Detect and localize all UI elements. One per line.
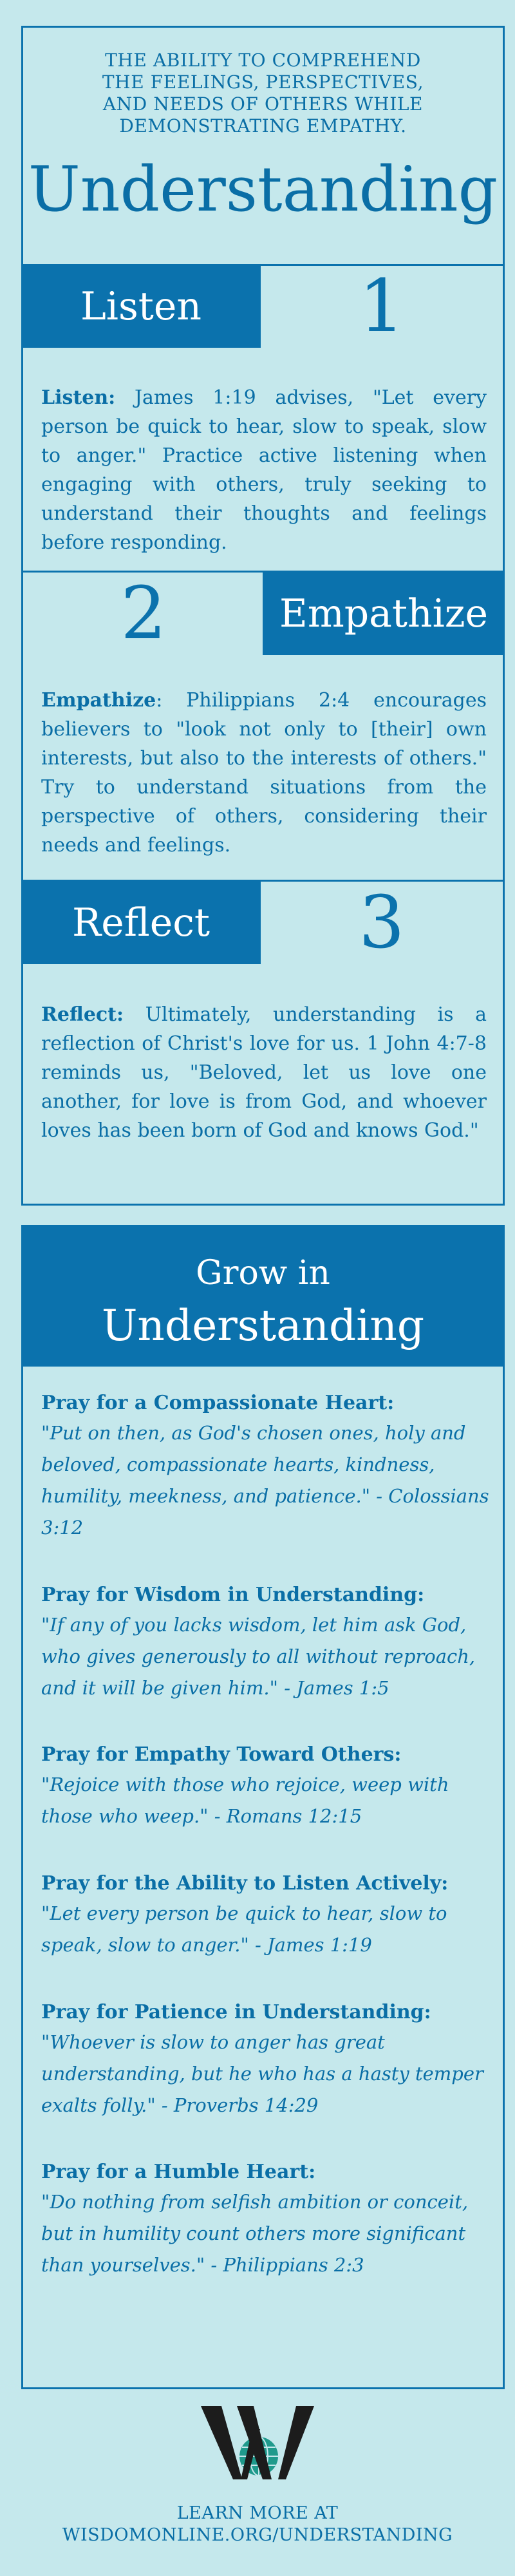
learn-more-link[interactable]: WISDOMONLINE.ORG/UNDERSTANDING <box>62 2525 453 2545</box>
prayer-item <box>41 1581 492 1704</box>
prayer-item <box>41 1741 492 1832</box>
prayer-title: Pray for Patience in Understanding: <box>41 2001 431 2023</box>
prayer-title: Pray for Wisdom in Understanding: <box>41 1584 425 1606</box>
prayer-item <box>41 2158 492 2281</box>
grow-header <box>23 1227 503 1367</box>
prayer-title: Pray for the Ability to Listen Actively: <box>41 1872 449 1895</box>
grow-in-understanding-panel <box>21 1225 505 2389</box>
prayer-item <box>41 1389 492 1544</box>
step-1-term: Listen: <box>41 386 116 409</box>
prayer-verse: "Whoever is slow to anger has great understanding, but he who has a hasty temper exalts folly." - Proverbs 14:29 <box>41 2031 483 2116</box>
prayer-title: Pray for a Compassionate Heart: <box>41 1392 395 1414</box>
step-2-paragraph <box>41 686 487 860</box>
step-2-term: Empathize <box>41 689 156 712</box>
step-3-text: Ultimately, understanding is a reflection of Christ's love for us. 1 John 4:7-8 reminds us, "Beloved, let us love one another, for love is from God, and whoever loves has been born of God and knows God." <box>41 1003 487 1142</box>
learn-more-footer <box>0 2503 515 2546</box>
prayer-item <box>41 1998 492 2121</box>
prayer-verse: "If any of you lacks wisdom, let him ask God, who gives generously to all without reproach, and it will be given him." - James 1:5 <box>41 1614 476 1699</box>
prayer-title: Pray for a Humble Heart: <box>41 2161 316 2183</box>
step-2-label-band: Empathize <box>263 573 505 655</box>
step-2-number: 2 <box>120 572 167 656</box>
subtitle-line: DEMONSTRATING EMPATHY. <box>119 115 407 137</box>
prayer-verse: "Do nothing from selfish ambition or conceit, but in humility count others more significant than yourselves." - Philippians 2:3 <box>41 2191 469 2276</box>
subtitle-line: THE ABILITY TO COMPREHEND <box>105 50 421 71</box>
prayer-item <box>41 1870 492 1961</box>
prayer-verse: "Let every person be quick to hear, slow to speak, slow to anger." - James 1:19 <box>41 1902 447 1956</box>
step-3-paragraph <box>41 1000 487 1145</box>
definition-subtitle <box>23 50 503 137</box>
page-title: Understanding <box>28 153 498 225</box>
step-1-text: James 1:19 advises, "Let every person be quick to hear, slow to speak, slow to anger." Practice active listening when engaging with others, truly seeking to understand their thoughts and feelings before responding. <box>41 386 487 554</box>
understanding-panel <box>21 26 505 1206</box>
prayer-verse: "Put on then, as God's chosen ones, holy and beloved, compassionate hearts, kindness, humility, meekness, and patience." - Colossians 3:12 <box>41 1422 489 1539</box>
prayer-title: Pray for Empathy Toward Others: <box>41 1743 402 1766</box>
step-3-term: Reflect: <box>41 1003 124 1026</box>
step-1-number: 1 <box>359 265 405 348</box>
step-3-label-band: Reflect <box>21 882 261 964</box>
step-1-paragraph <box>41 383 487 557</box>
step-3-number: 3 <box>359 881 405 965</box>
step-2-text: : Philippians 2:4 encourages believers to "look not only to [their] own interests, but also to the interests of others." Try to understand situations from the perspective of others, considering their needs and feelings. <box>41 689 487 857</box>
subtitle-line: AND NEEDS OF OTHERS WHILE <box>102 93 424 115</box>
grow-title-line-1: Grow in <box>196 1254 330 1293</box>
prayer-verse: "Rejoice with those who rejoice, weep with those who weep." - Romans 12:15 <box>41 1774 449 1827</box>
subtitle-line: THE FEELINGS, PERSPECTIVES, <box>102 71 424 93</box>
step-1-label-band: Listen <box>21 265 261 348</box>
learn-more-label: LEARN MORE AT <box>176 2503 339 2523</box>
grow-title-line-2: Understanding <box>101 1301 425 1350</box>
wisdom-online-w-globe-icon[interactable] <box>200 2403 315 2487</box>
